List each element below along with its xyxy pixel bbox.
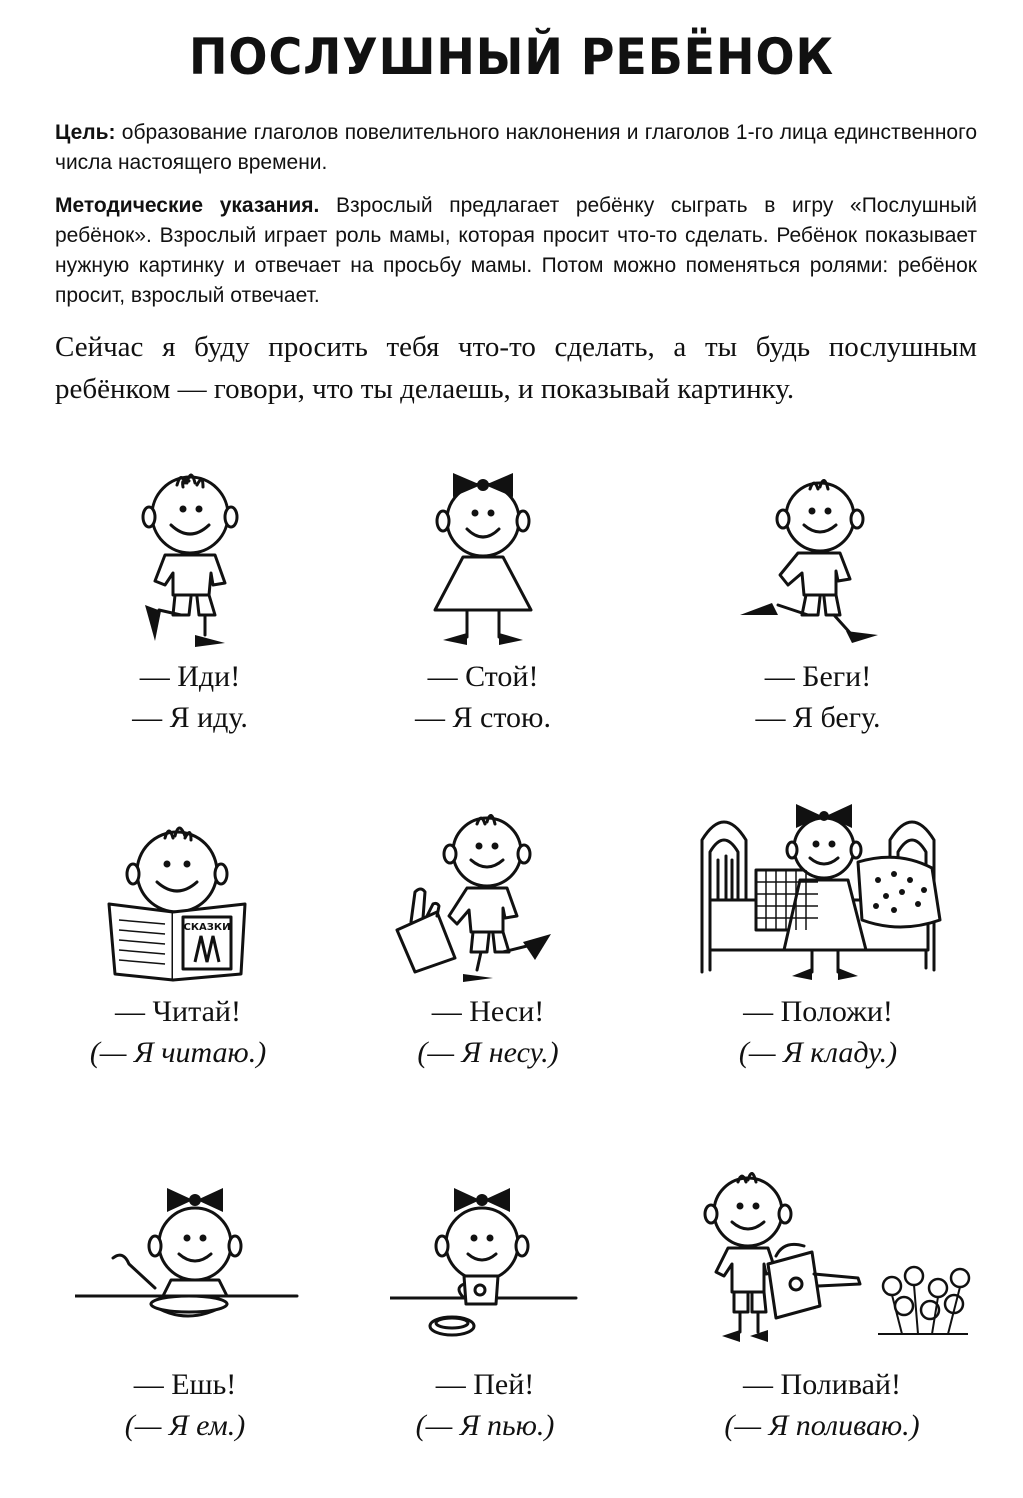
request-text: — Беги! — [764, 660, 872, 693]
boy-walking-illustration — [125, 465, 255, 650]
goal-label: Цель: — [55, 121, 116, 144]
exercise-item-put — [668, 800, 968, 1102]
answer-text: (— Я кладу.) — [738, 1036, 898, 1069]
page-title: ПОСЛУШНЫЙ РЕБЁНОК — [188, 28, 835, 86]
goal-text: образование глаголов повелительного наклонения и глаголов 1-го лица единственного числа настоящего времени. — [55, 121, 977, 174]
request-text: — Иди! — [139, 660, 241, 693]
exercise-item-run — [668, 465, 968, 755]
lead-instruction: Сейчас я буду просить тебя что-то сделать, а ты будь послушным ребёнком — говори, что ты делаешь, и показывай картинку. — [55, 331, 977, 405]
request-text: — Читай! — [115, 995, 241, 1028]
girl-standing-illustration — [423, 465, 543, 650]
request-text: — Поливай! — [743, 1368, 901, 1401]
exercise-item-water — [672, 1168, 972, 1450]
exercise-item-stand — [333, 465, 633, 755]
answer-text: (— Я пью.) — [415, 1409, 555, 1442]
goal-paragraph — [55, 118, 977, 178]
exercise-item-go — [40, 465, 340, 755]
method-label: Методические указания. — [55, 194, 320, 217]
request-text: — Неси! — [431, 995, 545, 1028]
answer-text: (— Я несу.) — [417, 1036, 559, 1069]
method-text: Взрослый предлагает ребёнку сыграть в игру «Послушный ребёнок». Взрослый играет роль мамы, которая просит что-то сделать. Ребёнок показывает нужную картинку и отвечает на просьбу мамы. Потом можно поменяться ролями: ребёнок просит, взрослый отвечает. — [55, 194, 977, 307]
girl-making-bed-illustration — [688, 800, 948, 985]
boy-reading-illustration — [103, 812, 253, 987]
answer-text: — Я стою. — [415, 701, 551, 734]
boy-watering-flowers-illustration — [692, 1168, 977, 1348]
exercise-item-eat — [35, 1180, 335, 1450]
request-text: — Ешь! — [133, 1368, 237, 1401]
exercise-item-drink — [335, 1180, 635, 1450]
boy-carrying-bag-illustration — [393, 812, 563, 987]
boy-running-illustration — [728, 475, 898, 650]
girl-drinking-illustration — [390, 1180, 580, 1350]
exercise-item-carry — [338, 812, 638, 1102]
request-text: — Положи! — [743, 995, 893, 1028]
answer-text: (— Я поливаю.) — [724, 1409, 920, 1442]
exercise-item-read — [28, 812, 328, 1102]
girl-eating-illustration — [75, 1180, 300, 1330]
answer-text: — Я иду. — [132, 701, 248, 734]
request-text: — Стой! — [427, 660, 539, 693]
answer-text: (— Я читаю.) — [89, 1036, 267, 1069]
method-paragraph — [55, 191, 977, 311]
book-cover-label: СКАЗКИ — [183, 922, 231, 933]
request-text: — Пей! — [435, 1368, 535, 1401]
answer-text: (— Я ем.) — [124, 1409, 246, 1442]
answer-text: — Я бегу. — [755, 701, 881, 734]
